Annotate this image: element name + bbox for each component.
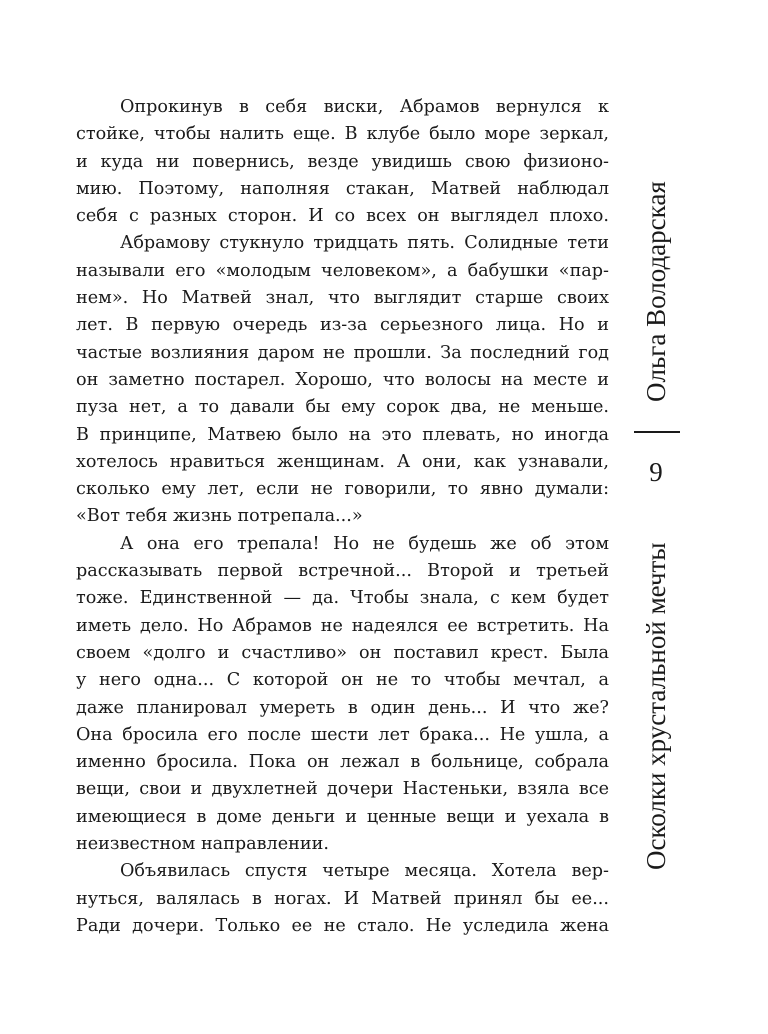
text-line: пуза нет, а то давали бы ему сорок два, не меньше. [76,397,609,418]
text-line: именно бросила. Пока он лежал в больнице, собрала [76,752,609,773]
text-line: нем». Но Матвей знал, что выглядит старше своих [76,288,609,309]
text-line: Абрамову стукнуло тридцать пять. Солидные тети [120,233,609,254]
text-line: хотелось нравиться женщинам. А они, как узнавали, [76,451,609,472]
text-line: мию. Поэтому, наполняя стакан, Матвей наблюдал [76,178,609,199]
text-line: частые возлияния даром не прошли. За последний год [76,342,609,363]
text-line: Опрокинув в себя виски, Абрамов вернулся к [120,97,609,117]
text-line: «Вот тебя жизнь потрепала...» [76,506,363,527]
running-head-divider [634,431,680,433]
text-line: Объявилась спустя четыре месяца. Хотела вер- [120,861,609,882]
text-line: неизвестном направлении. [76,834,329,855]
text-line: нуться, валялась в ногах. И Матвей принял бы ее... [76,888,609,909]
text-line: вещи, свои и двухлетней дочери Настеньки, взяла все [76,779,609,800]
text-line: иметь дело. Но Абрамов не надеялся ее встретить. На [76,615,609,636]
running-head [634,0,678,1034]
text-line: у него одна... С которой он не то чтобы мечтал, а [76,670,609,691]
text-line: сколько ему лет, если не говорили, то явно думали: [76,479,609,500]
text-line: и куда ни повернись, везде увидишь свою физионо- [76,151,609,172]
text-line: называли его «молодым человеком», а бабушки «пар- [76,260,609,281]
text-line: Ради дочери. Только ее не стало. Не уследила жена [76,915,609,936]
body-text [76,94,609,940]
text-line: В принципе, Матвею было на это плевать, но иногда [76,424,609,445]
text-line: даже планировал умереть в один день... И что же? [76,697,609,718]
text-line: Она бросила его после шести лет брака... Не ушла, а [76,724,609,745]
text-line: имеющиеся в доме деньги и ценные вещи и уехала в [76,806,609,827]
text-line: стойке, чтобы налить еще. В клубе было море зеркал, [76,124,609,145]
text-line: рассказывать первой встречной... Второй и третьей [76,561,609,582]
running-head-title: Осколки хрустальной мечты [641,542,671,870]
text-line: лет. В первую очередь из-за серьезного лица. Но и [76,315,609,336]
text-line: А она его трепала! Но не будешь же об этом [120,533,609,554]
text-line: он заметно постарел. Хорошо, что волосы на месте и [76,369,609,390]
text-line: своем «долго и счастливо» он поставил крест. Была [76,642,609,663]
text-line: себя с разных сторон. И со всех он выглядел плохо. [76,206,609,227]
text-line: тоже. Единственной — да. Чтобы знала, с кем будет [76,588,609,609]
running-head-author: Ольга Володарская [641,181,671,402]
page-number: 9 [649,457,663,487]
